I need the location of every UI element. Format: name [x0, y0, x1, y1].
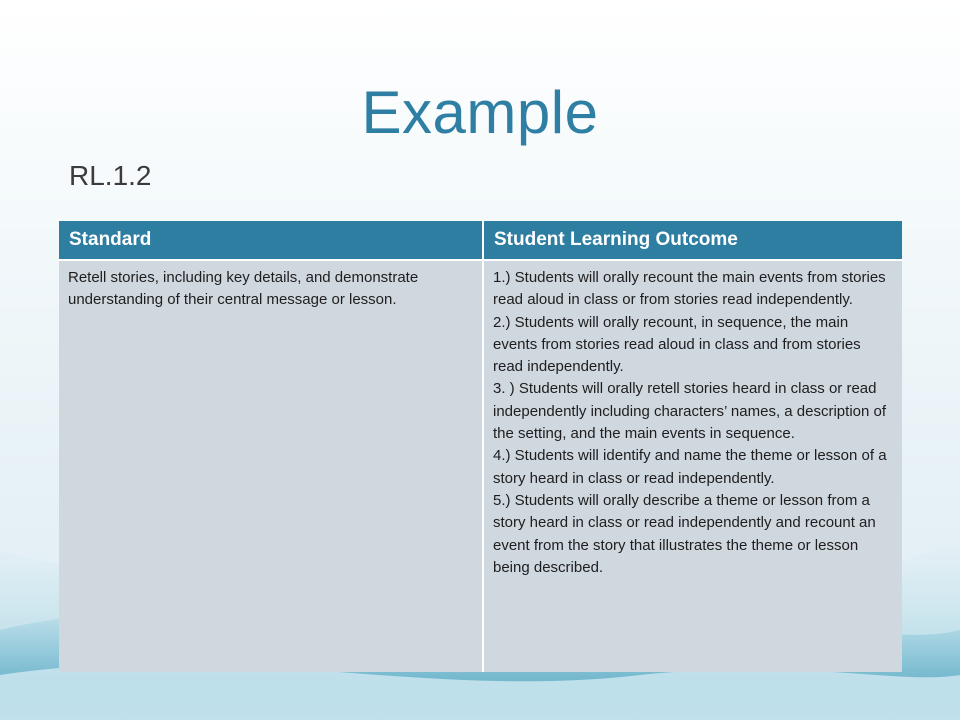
header-student-learning-outcome: Student Learning Outcome	[483, 221, 902, 260]
outcomes-cell	[483, 260, 902, 672]
table-header-row	[59, 221, 902, 260]
outcome-item-2: 2.) Students will orally recount, in sequence, the main events from stories read aloud in class and from stories read independently.	[493, 313, 861, 376]
table-row	[59, 260, 902, 672]
outcome-item-3: 3. ) Students will orally retell stories heard in class or read independently including characters’ names, a description of the setting, and the main events in sequence.	[493, 380, 887, 443]
outcome-item-4: 4.) Students will identify and name the theme or lesson of a story heard in class or read independently.	[493, 447, 887, 487]
slide-title: Example	[361, 79, 599, 146]
outcome-item-5: 5.) Students will orally describe a theme or lesson from a story heard in class or read independently and recount an event from the story that illustrates the theme or lesson being described.	[493, 491, 876, 576]
slide-subtitle: RL.1.2	[69, 160, 152, 191]
outcome-item-1: 1.) Students will orally recount the main events from stories read aloud in class or from stories read independently.	[493, 269, 886, 309]
standard-cell: Retell stories, including key details, and demonstrate understanding of their central message or lesson.	[59, 260, 483, 672]
standards-table-container	[59, 221, 902, 672]
header-standard: Standard	[59, 221, 483, 260]
standards-table	[59, 221, 902, 672]
